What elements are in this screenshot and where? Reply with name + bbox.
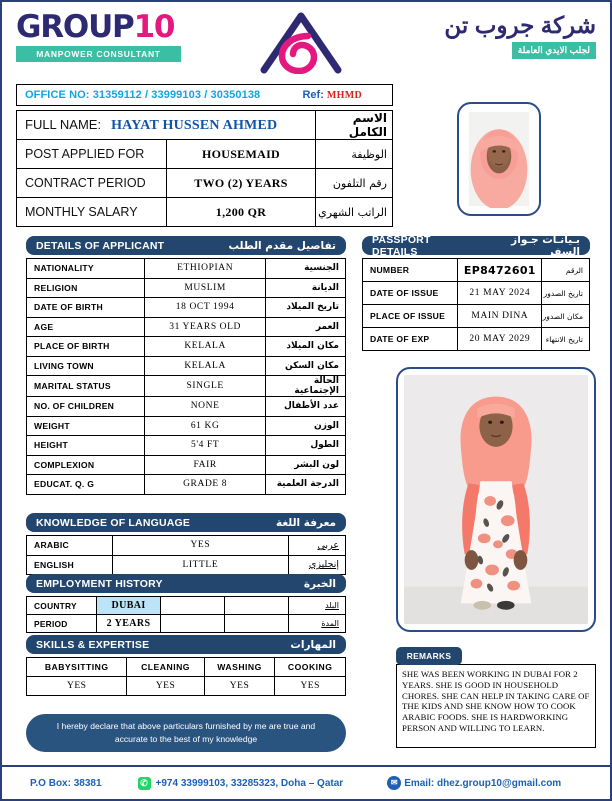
country-value-2: [160, 597, 224, 615]
remarks-text: SHE WAS BEEN WORKING IN DUBAI FOR 2 YEARS. SHE IS GOOD IN HOUSEHOLD CHORES. SHE CAN HELP IN TAKING CARE OF THE KIDS AND SHE KNOW HOW TO COOK ARABIC FOODS. SHE IS HARDWORKING PERSON AND WILLING TO LEARN.: [396, 664, 596, 748]
period-value-3: [224, 615, 288, 633]
contract-period-label: CONTRACT PERIOD: [17, 169, 167, 198]
skill-value-cooking: YES: [275, 677, 346, 696]
detail-arabic: مكان السكن: [266, 356, 346, 376]
detail-arabic: العمر: [266, 317, 346, 337]
page-footer: [2, 765, 610, 799]
employment-table: [26, 596, 346, 633]
period-arabic: المدة: [288, 615, 345, 633]
table-row: [27, 455, 346, 475]
language-arabic: عربي: [288, 536, 345, 556]
table-row: [17, 169, 393, 198]
language-title: KNOWLEDGE OF LANGUAGE: [36, 516, 191, 529]
detail-label: NO. OF CHILDREN: [27, 397, 145, 417]
detail-arabic: الديانة: [266, 278, 346, 298]
details-of-applicant-section: [26, 236, 346, 495]
table-row: [17, 198, 393, 227]
detail-value: GRADE 8: [145, 475, 266, 495]
applicant-headshot-photo: [465, 110, 533, 208]
language-value: LITTLE: [113, 555, 288, 575]
passport-arabic: مكان الصدور: [542, 305, 590, 328]
detail-value: KELALA: [145, 337, 266, 357]
footer-pobox: P.O Box: 38381: [30, 777, 102, 789]
country-value-3: [224, 597, 288, 615]
table-row: [27, 475, 346, 495]
detail-label: AGE: [27, 317, 145, 337]
applicant-fullbody-photo: [404, 375, 588, 624]
company-logo-arabic: [406, 8, 596, 59]
passport-value: 20 MAY 2029: [458, 328, 542, 351]
skills-title: SKILLS & EXPERTISE: [36, 638, 150, 651]
detail-label: EDUCAT. Q. G: [27, 475, 145, 495]
skill-value-washing: YES: [204, 677, 275, 696]
table-row-skill-headers: [27, 658, 346, 677]
declaration-banner: I hereby declare that above particulars furnished by me are true and accurate to the best of my knowledge: [26, 714, 346, 752]
table-row: [363, 259, 590, 282]
employment-title: EMPLOYMENT HISTORY: [36, 577, 163, 590]
detail-arabic: لون البشر: [266, 455, 346, 475]
passport-arabic: الرقم: [542, 259, 590, 282]
language-arabic: إنجليزي: [288, 555, 345, 575]
passport-value: 21 MAY 2024: [458, 282, 542, 305]
passport-table: [362, 258, 590, 351]
passport-arabic: تاريخ الصدور: [542, 282, 590, 305]
passport-label: PLACE OF ISSUE: [363, 305, 458, 328]
skills-section-header: [26, 635, 346, 654]
details-table: [26, 258, 346, 495]
table-row-fullname: [17, 111, 393, 140]
applicant-headshot-frame: [457, 102, 541, 216]
detail-label: MARITAL STATUS: [27, 376, 145, 397]
language-section-header: [26, 513, 346, 532]
detail-arabic: الجنسية: [266, 259, 346, 279]
table-row: [27, 555, 346, 575]
fullname-label: FULL NAME:: [25, 116, 102, 132]
detail-value: KELALA: [145, 356, 266, 376]
reference-value: MHMD: [326, 90, 362, 101]
employment-history-section: [26, 574, 346, 633]
language-title-arabic: معرفة اللغة: [276, 516, 336, 529]
logo-tagline: MANPOWER CONSULTANT: [16, 46, 181, 62]
logo-accent-text: 10: [133, 9, 175, 45]
passport-section-header: [362, 233, 590, 258]
detail-arabic: مكان الميلاد: [266, 337, 346, 357]
post-applied-arabic: الوظيفة: [316, 140, 393, 169]
detail-value: MUSLIM: [145, 278, 266, 298]
employment-title-arabic: الخبرة: [303, 577, 336, 590]
fullname-value: HAYAT HUSSEN AHMED: [111, 117, 278, 133]
passport-details-section: [362, 233, 590, 351]
arch-spiral-logo-icon: [256, 8, 346, 74]
office-number: OFFICE NO: 31359112 / 33999103 / 30350138: [25, 89, 261, 101]
details-title: DETAILS OF APPLICANT: [36, 239, 165, 252]
monthly-salary-value: 1,200 QR: [167, 198, 316, 227]
table-row-period: [27, 615, 346, 633]
table-row-skill-values: [27, 677, 346, 696]
detail-value: FAIR: [145, 455, 266, 475]
detail-label: NATIONALITY: [27, 259, 145, 279]
skill-header-babysitting: BABYSITTING: [27, 658, 127, 677]
reference-field: [302, 89, 384, 101]
table-row: [27, 278, 346, 298]
country-arabic: البلد: [288, 597, 345, 615]
detail-label: HEIGHT: [27, 436, 145, 456]
details-title-arabic: تفاصيل مقدم الطلب: [228, 239, 336, 252]
detail-label: LIVING TOWN: [27, 356, 145, 376]
detail-label: RELIGION: [27, 278, 145, 298]
table-row: [27, 298, 346, 318]
passport-value: MAIN DINA: [458, 305, 542, 328]
fullname-arabic-label: الاسم الكامل: [316, 111, 393, 140]
passport-title-arabic: بـيانـات جـواز السفر: [511, 233, 580, 258]
period-value-1: 2 YEARS: [97, 615, 161, 633]
table-row: [27, 536, 346, 556]
detail-label: DATE OF BIRTH: [27, 298, 145, 318]
period-label: PERIOD: [27, 615, 97, 633]
passport-number-value: EP8472601: [458, 259, 542, 282]
applicant-summary-table: [16, 110, 393, 227]
logo-wordmark: [16, 10, 196, 44]
detail-value: ETHIOPIAN: [145, 259, 266, 279]
detail-arabic: الحالة الإجتماعية: [266, 376, 346, 397]
country-label: COUNTRY: [27, 597, 97, 615]
skills-table: [26, 657, 346, 696]
footer-phone-item: [138, 777, 344, 790]
passport-title: PASSPORT DETAILS: [372, 233, 431, 258]
detail-arabic: الطول: [266, 436, 346, 456]
detail-value: SINGLE: [145, 376, 266, 397]
language-label: ENGLISH: [27, 555, 113, 575]
language-section: [26, 513, 346, 575]
contract-period-value: TWO (2) YEARS: [167, 169, 316, 198]
skill-value-cleaning: YES: [127, 677, 204, 696]
detail-arabic: تاريخ الميلاد: [266, 298, 346, 318]
period-value-2: [160, 615, 224, 633]
table-row: [363, 328, 590, 351]
skill-header-cleaning: CLEANING: [127, 658, 204, 677]
table-row-country: [27, 597, 346, 615]
detail-label: PLACE OF BIRTH: [27, 337, 145, 357]
table-row: [27, 317, 346, 337]
detail-arabic: عدد الأطفال: [266, 397, 346, 417]
reference-label: Ref:: [302, 89, 324, 101]
arabic-company-title: شركة جروب تن: [444, 12, 596, 38]
page-header: [2, 2, 610, 74]
skill-value-babysitting: YES: [27, 677, 127, 696]
table-row: [27, 376, 346, 397]
detail-value: 31 YEARS OLD: [145, 317, 266, 337]
contract-period-arabic: رقم التلفون: [316, 169, 393, 198]
detail-arabic: الوزن: [266, 416, 346, 436]
language-table: [26, 535, 346, 575]
post-applied-label: POST APPLIED FOR: [17, 140, 167, 169]
table-row: [27, 356, 346, 376]
detail-arabic: الدرجة العلمية: [266, 475, 346, 495]
whatsapp-icon: ✆: [138, 777, 151, 790]
table-row: [363, 305, 590, 328]
detail-label: WEIGHT: [27, 416, 145, 436]
country-value-1: DUBAI: [97, 597, 161, 615]
fullname-cell: [17, 111, 316, 140]
table-row: [27, 436, 346, 456]
logo-main-text: GROUP: [16, 9, 134, 45]
footer-email[interactable]: Email: dhez.group10@gmail.com: [404, 777, 562, 789]
detail-value: 5'4 FT: [145, 436, 266, 456]
employment-section-header: [26, 574, 346, 593]
language-value: YES: [113, 536, 288, 556]
table-row: [17, 140, 393, 169]
table-row: [363, 282, 590, 305]
envelope-icon: ✉: [387, 776, 401, 790]
table-row: [27, 337, 346, 357]
monthly-salary-arabic: الراتب الشهري: [316, 198, 393, 227]
office-contact-bar: [16, 84, 393, 106]
table-row: [27, 416, 346, 436]
language-label: ARABIC: [27, 536, 113, 556]
arabic-tagline: لجلب الايدي العاملة: [512, 42, 596, 59]
passport-label: NUMBER: [363, 259, 458, 282]
passport-label: DATE OF ISSUE: [363, 282, 458, 305]
company-logo: [16, 8, 196, 62]
details-section-header: [26, 236, 346, 255]
passport-label: DATE OF EXP: [363, 328, 458, 351]
footer-phone: +974 33999103, 33285323, Doha – Qatar: [155, 777, 344, 789]
skills-title-arabic: المهارات: [290, 638, 336, 651]
skill-header-washing: WASHING: [204, 658, 275, 677]
detail-label: COMPLEXION: [27, 455, 145, 475]
post-applied-value: HOUSEMAID: [167, 140, 316, 169]
skill-header-cooking: COOKING: [275, 658, 346, 677]
detail-value: NONE: [145, 397, 266, 417]
detail-value: 18 OCT 1994: [145, 298, 266, 318]
remarks-header: REMARKS: [396, 647, 462, 665]
applicant-fullbody-frame: [396, 367, 596, 632]
footer-email-item[interactable]: [387, 776, 561, 790]
table-row: [27, 259, 346, 279]
table-row: [27, 397, 346, 417]
monthly-salary-label: MONTHLY SALARY: [17, 198, 167, 227]
passport-arabic: تاريخ الانتهاء: [542, 328, 590, 351]
detail-value: 61 KG: [145, 416, 266, 436]
skills-section: [26, 635, 346, 696]
